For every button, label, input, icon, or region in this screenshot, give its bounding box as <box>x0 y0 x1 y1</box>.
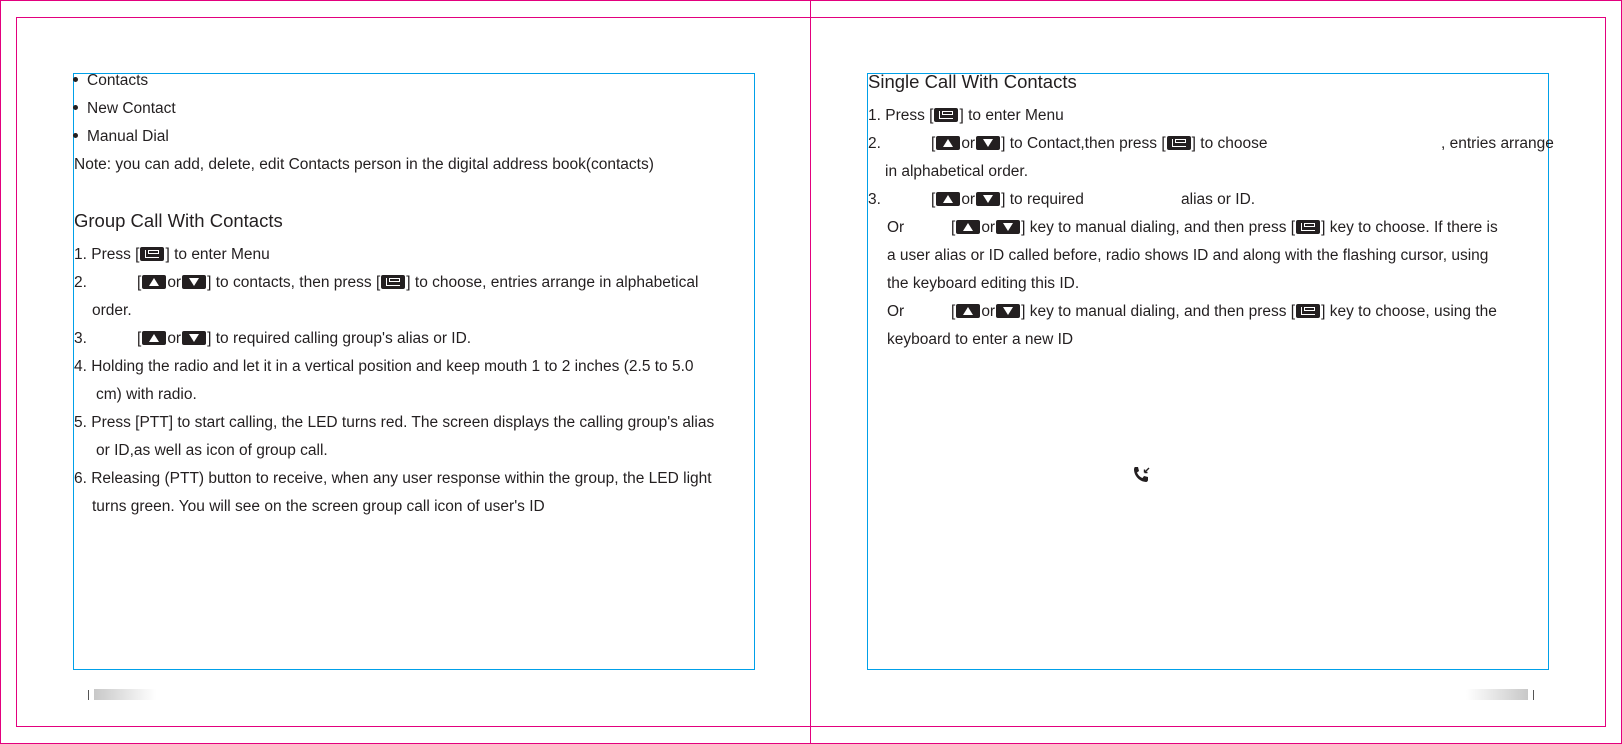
menu-item-manual-dial: Manual Dial <box>73 128 169 146</box>
or2-line: [ or ] key to manual dialing, and then press [ ] key to choose, using the <box>951 303 1497 320</box>
down-arrow-key-icon <box>996 304 1020 318</box>
menu-item-contacts: Contacts <box>73 72 148 90</box>
right-step-1: 1. Press [ ] to enter Menu <box>868 107 1064 124</box>
left-step-3: [ or ] to required calling group's alias or ID. <box>137 330 472 347</box>
right-step-2: [ or ] to Contact,then press [ ] to choose <box>931 135 1268 152</box>
single-call-heading: Single Call With Contacts <box>868 71 1077 92</box>
right-step-2-number: 2. <box>868 135 881 152</box>
bullet-icon <box>73 77 78 82</box>
right-step-3-number: 3. <box>868 191 881 208</box>
group-call-heading: Group Call With Contacts <box>74 210 283 231</box>
down-arrow-key-icon <box>182 275 206 289</box>
menu-key-icon <box>934 108 958 122</box>
left-step-6-cont: turns green. You will see on the screen group call icon of user's ID <box>92 498 545 515</box>
menu-key-icon <box>1167 136 1191 150</box>
left-step-6: 6. Releasing (PTT) button to receive, when any user response within the group, the LED light <box>74 470 712 487</box>
menu-item-new-contact: New Contact <box>73 100 176 118</box>
or1-line-2: a user alias or ID called before, radio shows ID and along with the flashing cursor, using <box>887 247 1489 264</box>
left-step-4: 4. Holding the radio and let it in a vertical position and keep mouth 1 to 2 inches (2.5 to 5.0 <box>74 358 694 375</box>
down-arrow-key-icon <box>976 192 1000 206</box>
right-step-2-cont: in alphabetical order. <box>885 163 1029 180</box>
right-page-number-tick <box>1533 690 1534 700</box>
spine-line <box>810 0 811 744</box>
right-footer-bar <box>1466 689 1528 700</box>
or2-line-2: keyboard to enter a new ID <box>887 331 1074 348</box>
right-step-2-tail: , entries arrange <box>1441 135 1554 152</box>
or1-line-3: the keyboard editing this ID. <box>887 275 1080 292</box>
left-step-4-cont: cm) with radio. <box>96 386 197 403</box>
left-footer-bar <box>94 689 156 700</box>
up-arrow-key-icon <box>142 331 166 345</box>
up-arrow-key-icon <box>936 192 960 206</box>
menu-key-icon <box>140 247 164 261</box>
up-arrow-key-icon <box>936 136 960 150</box>
left-step-2-cont: order. <box>92 302 132 319</box>
left-step-2: [ or ] to contacts, then press [ ] to choose, entries arrange in alphabetical <box>137 274 699 291</box>
menu-key-icon <box>1296 304 1320 318</box>
note-text: Note: you can add, delete, edit Contacts person in the digital address book(contacts) <box>74 156 654 173</box>
or1-line: [ or ] key to manual dialing, and then press [ ] key to choose. If there is <box>951 219 1498 236</box>
down-arrow-key-icon <box>996 220 1020 234</box>
up-arrow-key-icon <box>142 275 166 289</box>
menu-key-icon <box>1296 220 1320 234</box>
right-step-3: [ or ] to required <box>931 191 1084 208</box>
up-arrow-key-icon <box>956 304 980 318</box>
incoming-call-icon <box>1132 466 1152 484</box>
left-step-5-cont: or ID,as well as icon of group call. <box>96 442 328 459</box>
left-step-1: 1. Press [ ] to enter Menu <box>74 246 270 263</box>
left-step-2-number: 2. <box>74 274 87 291</box>
bullet-icon <box>73 133 78 138</box>
right-step-3-tail: alias or ID. <box>1181 191 1256 208</box>
menu-key-icon <box>381 275 405 289</box>
down-arrow-key-icon <box>182 331 206 345</box>
bullet-icon <box>73 105 78 110</box>
left-step-3-number: 3. <box>74 330 87 347</box>
or2-word: Or <box>887 303 905 320</box>
or1-word: Or <box>887 219 905 236</box>
down-arrow-key-icon <box>976 136 1000 150</box>
left-page-number-tick <box>88 690 89 700</box>
up-arrow-key-icon <box>956 220 980 234</box>
left-step-5: 5. Press [PTT] to start calling, the LED turns red. The screen displays the calling group's alias <box>74 414 715 431</box>
